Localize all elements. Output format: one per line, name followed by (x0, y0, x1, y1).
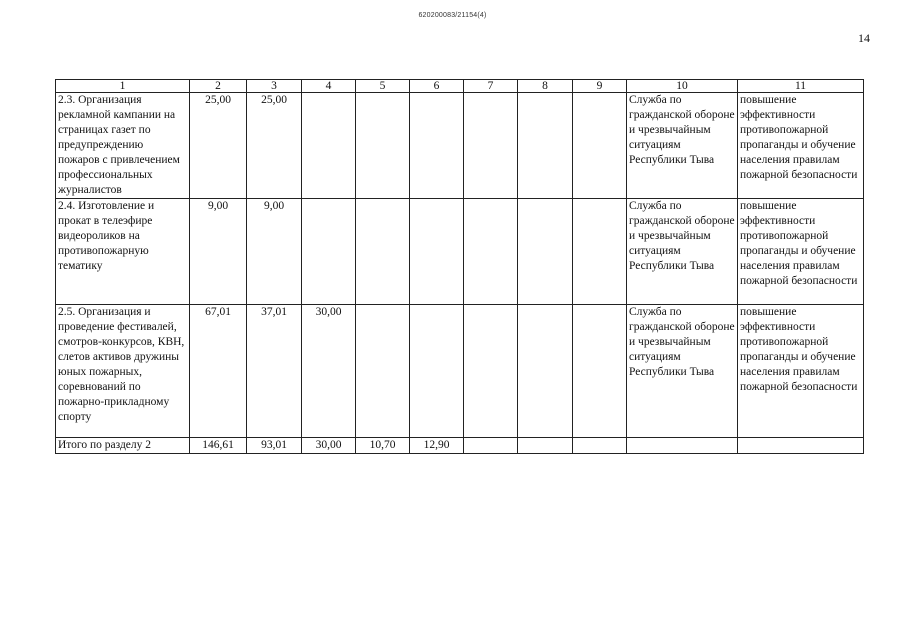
value-cell (518, 93, 573, 199)
value-cell (518, 305, 573, 438)
budget-table (55, 79, 864, 454)
total-row (56, 438, 864, 454)
value-cell (356, 93, 410, 199)
column-number: 6 (410, 80, 464, 93)
column-number-row (56, 80, 864, 93)
column-number: 11 (738, 80, 864, 93)
value-cell (356, 199, 410, 305)
measure-name-cell: 2.4. Изготовление и прокат в телеэфире видеороликов на противопожарную тематику (56, 199, 190, 305)
value-cell (464, 305, 518, 438)
value-cell (464, 93, 518, 199)
table-row (56, 93, 864, 199)
value-cell (356, 305, 410, 438)
result-cell: повышение эффективности противопожарной пропаганды и обучение населения правилам пожарной безопасности (738, 305, 864, 438)
value-cell (302, 93, 356, 199)
result-cell: повышение эффективности противопожарной пропаганды и обучение населения правилам пожарной безопасности (738, 199, 864, 305)
value-cell: 9,00 (190, 199, 247, 305)
value-cell: 93,01 (247, 438, 302, 454)
total-label-cell: Итого по разделу 2 (56, 438, 190, 454)
value-cell (573, 93, 627, 199)
column-number: 2 (190, 80, 247, 93)
value-cell: 37,01 (247, 305, 302, 438)
value-cell: 146,61 (190, 438, 247, 454)
measure-name-cell: 2.3. Организация рекламной кампании на страницах газет по предупреждению пожаров с привлечением профессиональных журналистов (56, 93, 190, 199)
executor-cell: Служба по гражданской обороне и чрезвычайным ситуациям Республики Тыва (627, 199, 738, 305)
value-cell (410, 305, 464, 438)
column-number: 8 (518, 80, 573, 93)
document-id: 620200083/21154(4) (418, 12, 487, 19)
column-number: 1 (56, 80, 190, 93)
page-number: 14 (858, 31, 870, 45)
column-number: 10 (627, 80, 738, 93)
value-cell (410, 199, 464, 305)
value-cell (518, 438, 573, 454)
value-cell: 9,00 (247, 199, 302, 305)
value-cell (573, 305, 627, 438)
result-cell (738, 438, 864, 454)
value-cell: 30,00 (302, 305, 356, 438)
column-number: 4 (302, 80, 356, 93)
value-cell (464, 438, 518, 454)
measure-name-cell: 2.5. Организация и проведение фестивалей, смотров-конкурсов, КВН, слетов активов дружины юных пожарных, соревнований по пожарно-прикладному спорту (56, 305, 190, 438)
table-row (56, 199, 864, 305)
value-cell: 25,00 (190, 93, 247, 199)
table-row (56, 305, 864, 438)
value-cell (573, 438, 627, 454)
value-cell (518, 199, 573, 305)
column-number: 3 (247, 80, 302, 93)
value-cell: 25,00 (247, 93, 302, 199)
value-cell: 67,01 (190, 305, 247, 438)
column-number: 5 (356, 80, 410, 93)
column-number: 7 (464, 80, 518, 93)
value-cell (573, 199, 627, 305)
result-cell: повышение эффективности противопожарной пропаганды и обучение населения правилам пожарной безопасности (738, 93, 864, 199)
value-cell (464, 199, 518, 305)
executor-cell (627, 438, 738, 454)
value-cell: 12,90 (410, 438, 464, 454)
executor-cell: Служба по гражданской обороне и чрезвычайным ситуациям Республики Тыва (627, 305, 738, 438)
value-cell (302, 199, 356, 305)
value-cell: 10,70 (356, 438, 410, 454)
value-cell: 30,00 (302, 438, 356, 454)
executor-cell: Служба по гражданской обороне и чрезвычайным ситуациям Республики Тыва (627, 93, 738, 199)
value-cell (410, 93, 464, 199)
column-number: 9 (573, 80, 627, 93)
